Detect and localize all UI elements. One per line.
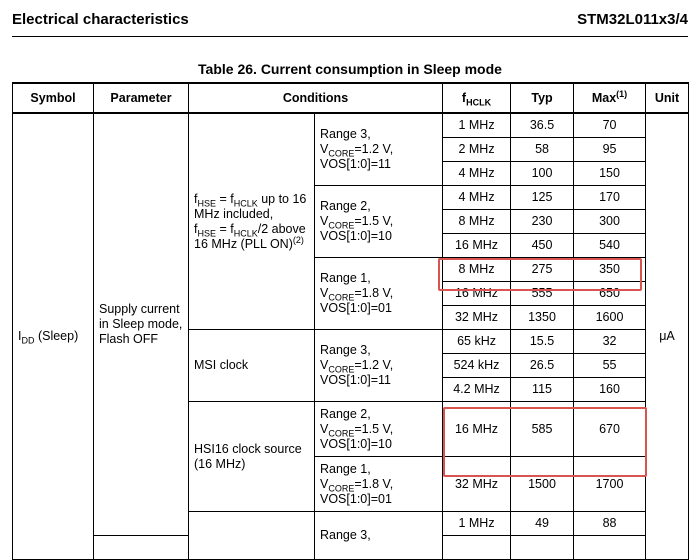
freq-cell <box>443 536 511 560</box>
freq-cell: 16 MHz <box>443 282 511 306</box>
max-cell: 350 <box>574 258 646 282</box>
max-cell: 670 <box>574 402 646 457</box>
typ-cell: 58 <box>511 138 574 162</box>
typ-cell: 125 <box>511 186 574 210</box>
freq-cell: 8 MHz <box>443 210 511 234</box>
max-cell: 1700 <box>574 457 646 512</box>
table-caption: Table 26. Current consumption in Sleep mode <box>198 61 502 77</box>
freq-cell: 4 MHz <box>443 162 511 186</box>
max-cell: 32 <box>574 330 646 354</box>
freq-cell: 524 kHz <box>443 354 511 378</box>
max-cell: 150 <box>574 162 646 186</box>
typ-cell: 275 <box>511 258 574 282</box>
typ-cell: 230 <box>511 210 574 234</box>
header-max: Max$^{(1)}$ <box>574 83 646 113</box>
max-cell: 540 <box>574 234 646 258</box>
typ-cell: 100 <box>511 162 574 186</box>
range-cell: Range 3, <box>315 512 443 560</box>
typ-cell <box>511 536 574 560</box>
max-cell: 70 <box>574 113 646 138</box>
header-unit: Unit <box>646 83 689 113</box>
max-cell: 650 <box>574 282 646 306</box>
header-parameter: Parameter <box>94 83 189 113</box>
freq-cell: 16 MHz <box>443 402 511 457</box>
hsi16-condition-cell: HSI16 clock source (16 MHz) <box>189 402 315 512</box>
header-divider <box>12 36 688 37</box>
range-cell: Range 2, $V_{CORE}=1.5$ V, VOS[1:0]=10 <box>315 402 443 457</box>
freq-cell: 1 MHz <box>443 113 511 138</box>
max-cell: 95 <box>574 138 646 162</box>
max-cell: 160 <box>574 378 646 402</box>
freq-cell: 32 MHz <box>443 457 511 512</box>
current-consumption-table <box>12 82 689 560</box>
freq-cell: 1 MHz <box>443 512 511 536</box>
header-fhclk: $f_{HCLK}$ <box>443 83 511 113</box>
freq-cell: 16 MHz <box>443 234 511 258</box>
freq-cell: 8 MHz <box>443 258 511 282</box>
typ-cell: 585 <box>511 402 574 457</box>
typ-cell: 1500 <box>511 457 574 512</box>
typ-cell: 26.5 <box>511 354 574 378</box>
header-conditions: Conditions <box>189 83 443 113</box>
typ-cell: 36.5 <box>511 113 574 138</box>
typ-cell: 1350 <box>511 306 574 330</box>
freq-cell: 65 kHz <box>443 330 511 354</box>
parameter-cell: Supply current in Sleep mode, Flash OFF <box>94 113 189 536</box>
range-cell: Range 3, $V_{CORE}=1.2$ V, VOS[1:0]=11 <box>315 330 443 402</box>
max-cell <box>574 536 646 560</box>
typ-cell: 49 <box>511 512 574 536</box>
header-symbol: Symbol <box>13 83 94 113</box>
freq-cell: 2 MHz <box>443 138 511 162</box>
freq-cell: 32 MHz <box>443 306 511 330</box>
typ-cell: 115 <box>511 378 574 402</box>
max-cell: 88 <box>574 512 646 536</box>
max-cell: 55 <box>574 354 646 378</box>
header-typ: Typ <box>511 83 574 113</box>
typ-cell: 450 <box>511 234 574 258</box>
symbol-cell: $I_{DD}$ (Sleep) <box>13 113 94 560</box>
max-cell: 1600 <box>574 306 646 330</box>
msi-condition-cell: MSI clock <box>189 330 315 402</box>
max-cell: 300 <box>574 210 646 234</box>
typ-cell: 555 <box>511 282 574 306</box>
table-row <box>13 113 689 138</box>
table-header-row <box>13 83 689 113</box>
typ-cell: 15.5 <box>511 330 574 354</box>
range-cell: Range 3, $V_{CORE}=1.2$ V, VOS[1:0]=11 <box>315 113 443 186</box>
condition-cell <box>189 512 315 560</box>
section-title: Electrical characteristics <box>12 11 189 28</box>
max-cell: 170 <box>574 186 646 210</box>
hse-condition-cell: $f_{HSE} = f_{HCLK}$ up to 16 MHz included, $f_{HSE} = f_{HCLK}/2$ above 16 MHz (PLL ON)$^{(2)}$ <box>189 113 315 330</box>
freq-cell: 4.2 MHz <box>443 378 511 402</box>
part-number: STM32L011x3/4 <box>577 11 688 28</box>
range-cell: Range 2, $V_{CORE}=1.5$ V, VOS[1:0]=10 <box>315 186 443 258</box>
range-cell: Range 1, $V_{CORE}=1.8$ V, VOS[1:0]=01 <box>315 258 443 330</box>
parameter-cell-continued <box>94 536 189 560</box>
unit-cell: μA <box>646 113 689 560</box>
freq-cell: 4 MHz <box>443 186 511 210</box>
range-cell: Range 1, $V_{CORE}=1.8$ V, VOS[1:0]=01 <box>315 457 443 512</box>
